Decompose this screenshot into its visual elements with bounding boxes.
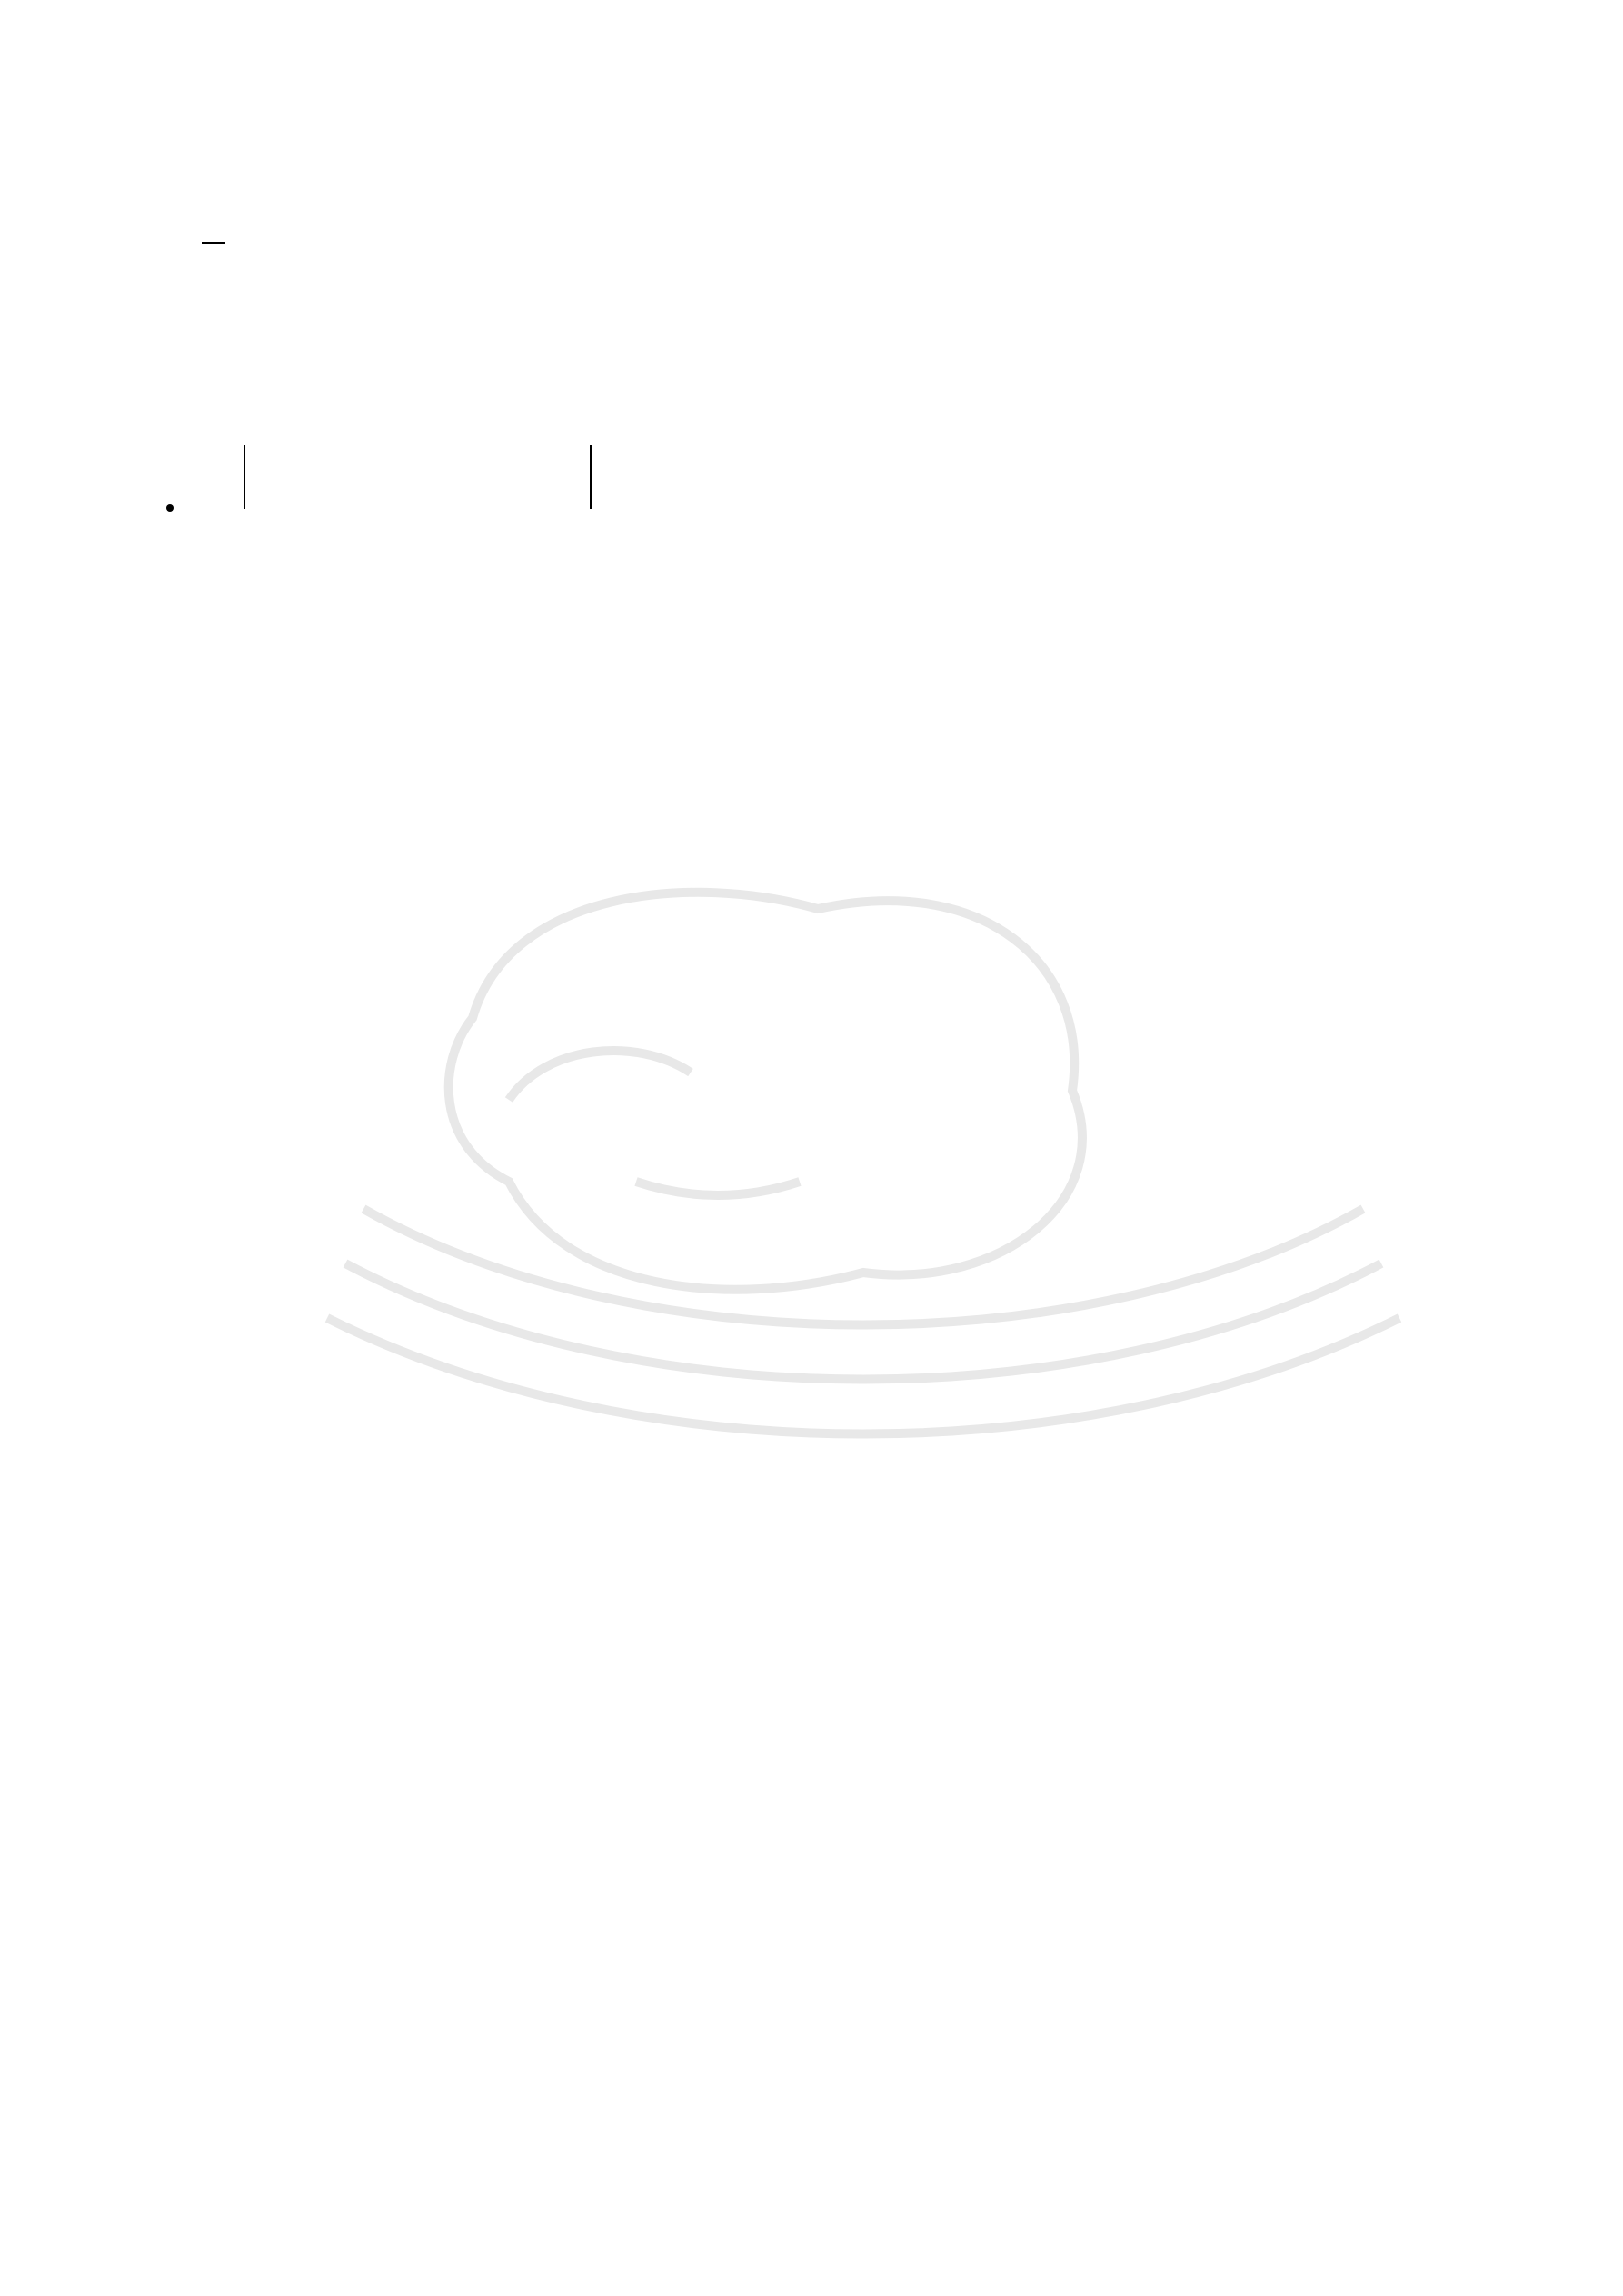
low-octave-dot (166, 504, 174, 512)
time-signature (202, 241, 225, 245)
barline (244, 445, 245, 509)
barline (590, 445, 592, 509)
